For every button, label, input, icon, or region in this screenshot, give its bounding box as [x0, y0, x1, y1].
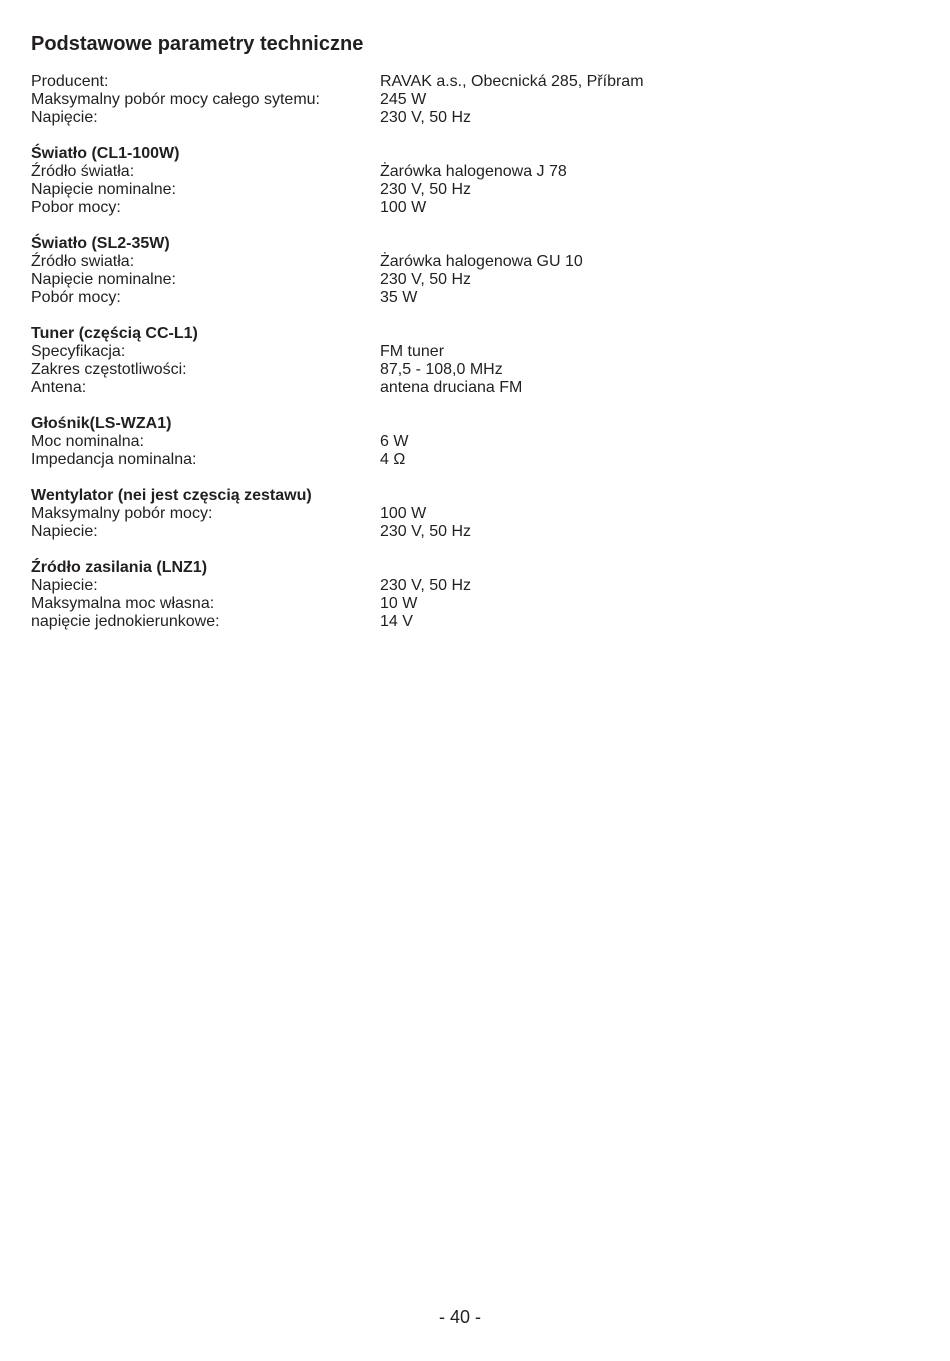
spec-label: napięcie jednokierunkowe: [31, 613, 220, 630]
spec-label: Maksymalny pobór mocy całego sytemu: [31, 91, 320, 108]
spec-label: Zakres częstotliwości: [31, 361, 187, 378]
spec-label: Źródło swiatła: [31, 253, 135, 270]
spec-value: 230 V, 50 Hz [380, 523, 472, 540]
spec-label: Napięcie: [31, 109, 98, 126]
spec-row-max-power [31, 91, 911, 109]
spec-value: antena druciana FM [380, 379, 523, 396]
section-power-supply [31, 559, 911, 631]
spec-value: 35 W [380, 289, 418, 306]
spec-row [31, 523, 911, 541]
spec-row [31, 595, 911, 613]
section-heading: Wentylator (nei jest częscią zestawu) [31, 487, 312, 504]
spec-value: 100 W [380, 505, 427, 522]
spec-value: 245 W [380, 91, 427, 108]
spec-label: Napięcie nominalne: [31, 271, 176, 288]
spec-label: Napiecie: [31, 523, 98, 540]
spec-row [31, 253, 911, 271]
spec-label: Źródło światła: [31, 163, 135, 180]
spec-label: Maksymalny pobór mocy: [31, 505, 213, 522]
section-heading: Źródło zasilania (LNZ1) [31, 559, 208, 576]
spec-row [31, 271, 911, 289]
document-page [31, 30, 911, 649]
spec-value: RAVAK a.s., Obecnická 285, Příbram [380, 73, 644, 90]
page-number: - 40 - [438, 1307, 481, 1327]
section-speaker [31, 415, 911, 469]
spec-label: Impedancja nominalna: [31, 451, 197, 468]
spec-row [31, 163, 911, 181]
page-title: Podstawowe parametry techniczne [31, 33, 364, 55]
spec-row [31, 505, 911, 523]
section-heading: Głośnik(LS-WZA1) [31, 415, 172, 432]
spec-row [31, 451, 911, 469]
spec-row [31, 379, 911, 397]
spec-row [31, 613, 911, 631]
spec-label: Producent: [31, 73, 109, 90]
section-heading: Światło (SL2-35W) [31, 235, 170, 252]
spec-row-producer [31, 73, 911, 91]
spec-value: Żarówka halogenowa J 78 [380, 163, 567, 180]
spec-row [31, 343, 911, 361]
spec-row [31, 199, 911, 217]
spec-label: Napiecie: [31, 577, 98, 594]
spec-value: 87,5 - 108,0 MHz [380, 361, 503, 378]
spec-label: Maksymalna moc własna: [31, 595, 215, 612]
spec-label: Moc nominalna: [31, 433, 144, 450]
spec-value: 14 V [380, 613, 413, 630]
spec-value: 4 Ω [380, 451, 406, 468]
spec-value: 230 V, 50 Hz [380, 109, 472, 126]
section-heading: Światło (CL1-100W) [31, 145, 180, 162]
spec-row [31, 361, 911, 379]
spec-value: FM tuner [380, 343, 445, 360]
spec-row [31, 289, 911, 307]
section-heading: Tuner (częścią CC-L1) [31, 325, 198, 342]
spec-label: Specyfikacja: [31, 343, 126, 360]
spec-value: 10 W [380, 595, 418, 612]
spec-value: 100 W [380, 199, 427, 216]
section-light-cl1 [31, 145, 911, 217]
spec-label: Antena: [31, 379, 87, 396]
spec-value: Żarówka halogenowa GU 10 [380, 253, 583, 270]
spec-label: Pobor mocy: [31, 199, 121, 216]
spec-row [31, 577, 911, 595]
section-light-sl2 [31, 235, 911, 307]
spec-row [31, 181, 911, 199]
section-general [31, 73, 911, 127]
spec-label: Napięcie nominalne: [31, 181, 176, 198]
spec-value: 6 W [380, 433, 409, 450]
spec-value: 230 V, 50 Hz [380, 271, 472, 288]
spec-value: 230 V, 50 Hz [380, 577, 472, 594]
spec-row [31, 433, 911, 451]
spec-label: Pobór mocy: [31, 289, 121, 306]
spec-value: 230 V, 50 Hz [380, 181, 472, 198]
section-tuner [31, 325, 911, 397]
section-fan [31, 487, 911, 541]
spec-row-voltage [31, 109, 911, 127]
